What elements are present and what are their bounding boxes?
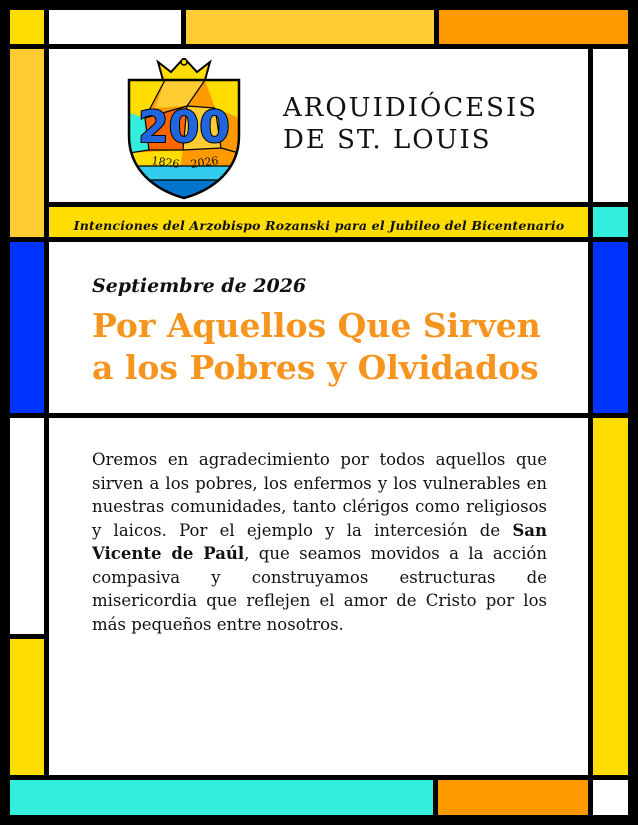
frame-cell-bottom-orange — [438, 780, 588, 815]
frame-cell-right-blue — [593, 242, 628, 413]
frame-cell-bottom-white — [593, 780, 628, 815]
frame-cell-left-blue — [10, 242, 44, 413]
crest-year-end: 2026 — [189, 154, 220, 171]
intention-month: Septiembre de 2026 — [92, 275, 307, 297]
prayer-saint-name: San Vicente de Paúl — [92, 520, 547, 563]
frame-cell-top-yellow — [186, 10, 434, 44]
frame-cell-left-white — [10, 418, 44, 634]
frame-cell-left-yellow-low — [10, 639, 44, 775]
crest-year-start: 1826 — [150, 154, 181, 171]
prayer-text-part1: Oremos en agradecimiento por todos aquellos que sirven a los pobres, los enfermos y los vulnerables en nuestras comunidades, tanto clérigos como religiosos y laicos. Por el ejemplo y la intercesión de — [92, 450, 547, 540]
frame-cell-top-left — [10, 10, 44, 44]
frame-cell-right-yellow — [593, 418, 628, 775]
prayer-text-part2: , que seamos movidos a la acción compasiva y construyamos estructuras de misericordia que reflejen el amor de Cristo por los más pequeños entre nosotros. — [92, 544, 547, 634]
crest-numeral: 200 — [138, 102, 230, 153]
archdiocese-crest-logo — [125, 58, 243, 200]
intention-title — [92, 305, 582, 389]
archdiocese-name — [283, 92, 538, 156]
frame-cell-right-teal — [593, 207, 628, 237]
jubilee-banner-text: Intenciones del Arzobispo Rozanski para el Jubileo del Bicentenario — [73, 217, 565, 233]
prayer-text — [92, 448, 547, 636]
frame-cell-top-white — [49, 10, 181, 44]
frame-cell-bottom-teal — [10, 780, 433, 815]
frame-cell-right-white — [593, 49, 628, 202]
intention-title-line1: Por Aquellos Que Sirven — [92, 306, 541, 345]
frame-cell-top-orange — [439, 10, 628, 44]
archdiocese-name-line2: DE ST. LOUIS — [283, 125, 492, 155]
intention-title-line2: a los Pobres y Olvidados — [92, 348, 539, 387]
archdiocese-name-line1: ARQUIDIÓCESIS — [283, 93, 539, 123]
frame-cell-left-yellow — [10, 49, 44, 237]
